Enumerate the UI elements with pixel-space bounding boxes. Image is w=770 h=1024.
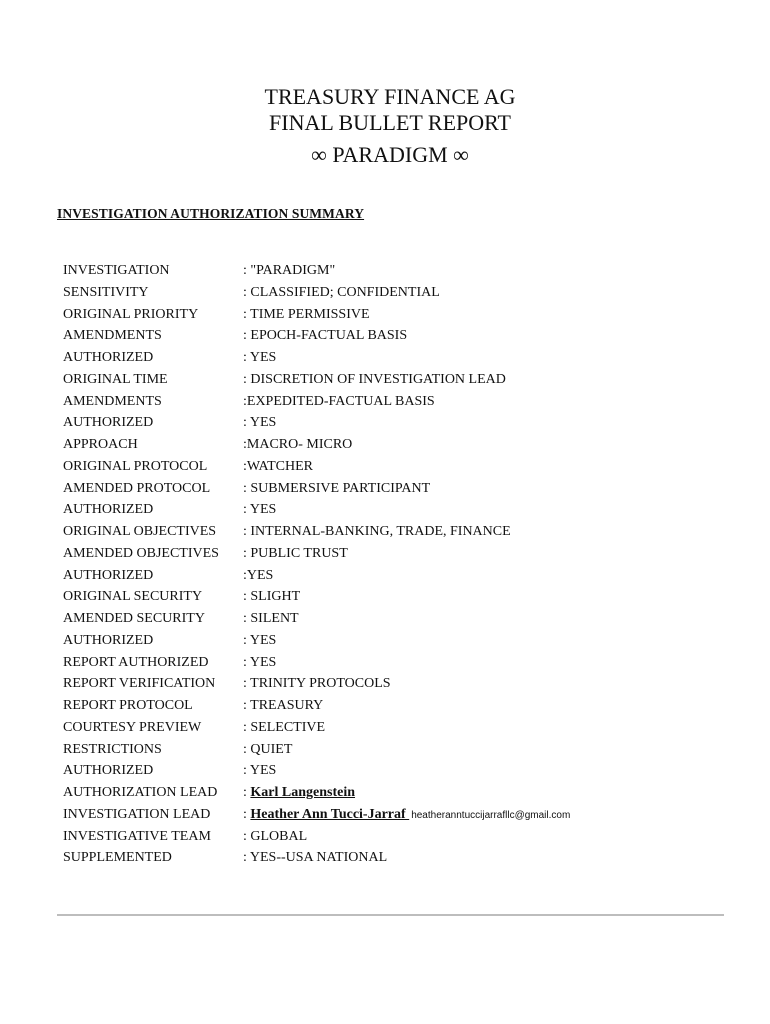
report-codename-title: ∞ PARADIGM ∞ bbox=[311, 142, 469, 167]
row-value: : INTERNAL-BANKING, TRADE, FINANCE bbox=[243, 524, 511, 539]
row-label: APPROACH bbox=[63, 437, 138, 452]
summary-row bbox=[63, 565, 743, 587]
row-value: : TRINITY PROTOCOLS bbox=[243, 676, 391, 692]
row-value: : "PARADIGM" bbox=[243, 263, 336, 278]
row-label: ORIGINAL OBJECTIVES bbox=[63, 524, 217, 539]
summary-row bbox=[63, 282, 743, 304]
row-label: REPORT PROTOCOL bbox=[63, 698, 193, 713]
summary-row bbox=[63, 673, 743, 695]
row-value: : SUBMERSIVE PARTICIPANT bbox=[243, 480, 431, 496]
row-label: RESTRICTIONS bbox=[63, 741, 162, 757]
summary-row bbox=[63, 652, 743, 674]
row-label: AUTHORIZED bbox=[63, 763, 154, 779]
summary-row bbox=[63, 304, 743, 326]
row-value: : TREASURY bbox=[243, 698, 324, 713]
row-value: : SELECTIVE bbox=[243, 719, 326, 735]
summary-row bbox=[63, 630, 743, 652]
row-label: INVESTIGATION LEAD bbox=[63, 806, 211, 822]
row-value: : YES bbox=[243, 632, 277, 648]
summary-row bbox=[63, 739, 743, 761]
summary-row bbox=[63, 456, 743, 478]
row-label: ORIGINAL PROTOCOL bbox=[63, 458, 208, 474]
row-value: :WATCHER bbox=[243, 458, 313, 474]
row-label: ORIGINAL TIME bbox=[63, 371, 168, 387]
authorization-lead-row bbox=[63, 782, 743, 804]
summary-row bbox=[63, 434, 743, 456]
row-label: INVESTIGATION bbox=[63, 263, 170, 278]
summary-row bbox=[63, 412, 743, 434]
row-label: REPORT VERIFICATION bbox=[63, 676, 216, 692]
row-value: :EXPEDITED-FACTUAL BASIS bbox=[243, 393, 435, 409]
summary-row bbox=[63, 260, 743, 282]
row-label: AMENDED OBJECTIVES bbox=[63, 545, 219, 561]
row-label: REPORT AUTHORIZED bbox=[63, 654, 209, 670]
row-label: AUTHORIZED bbox=[63, 567, 154, 583]
row-label: AMENDED SECURITY bbox=[63, 611, 205, 626]
row-value: : YES bbox=[243, 654, 277, 670]
summary-row bbox=[63, 717, 743, 739]
row-label: SENSITIVITY bbox=[63, 284, 149, 300]
investigation-lead-email[interactable]: heatheranntuccijarrafllc@gmail.com bbox=[411, 809, 571, 821]
row-value: : YES--USA NATIONAL bbox=[243, 850, 388, 866]
page-divider bbox=[57, 914, 724, 916]
summary-row bbox=[63, 347, 743, 369]
row-value: : PUBLIC TRUST bbox=[243, 545, 348, 561]
row-label: AUTHORIZED bbox=[63, 350, 154, 365]
row-value: : DISCRETION OF INVESTIGATION LEAD bbox=[243, 371, 506, 387]
row-label: AMENDMENTS bbox=[63, 328, 162, 344]
row-label: AMENDMENTS bbox=[63, 393, 162, 409]
row-label: AUTHORIZED bbox=[63, 632, 154, 648]
row-value: : CLASSIFIED; CONFIDENTIAL bbox=[243, 284, 440, 300]
summary-row bbox=[63, 391, 743, 413]
row-label: AUTHORIZED bbox=[63, 415, 154, 431]
row-value: : YES bbox=[243, 502, 277, 518]
summary-row bbox=[63, 369, 743, 391]
summary-row bbox=[63, 586, 743, 608]
row-value: : EPOCH-FACTUAL BASIS bbox=[243, 328, 408, 344]
summary-row bbox=[63, 478, 743, 500]
investigation-lead-row bbox=[63, 804, 743, 826]
summary-row bbox=[63, 760, 743, 782]
row-label: INVESTIGATIVE TEAM bbox=[63, 828, 211, 844]
report-org-title: TREASURY FINANCE AG bbox=[264, 84, 516, 109]
summary-row bbox=[63, 543, 743, 565]
value-prefix: : bbox=[243, 785, 251, 800]
summary-row bbox=[63, 325, 743, 347]
authorization-lead-name: Karl Langenstein bbox=[250, 785, 356, 800]
row-label: SUPPLEMENTED bbox=[63, 850, 172, 866]
row-value: : YES bbox=[243, 350, 277, 365]
row-value: : TIME PERMISSIVE bbox=[243, 306, 370, 322]
authorization-summary-list bbox=[63, 260, 743, 869]
row-label: COURTESY PREVIEW bbox=[63, 719, 202, 735]
row-value: : YES bbox=[243, 763, 277, 779]
row-value: : SLIGHT bbox=[243, 589, 301, 605]
row-value: :YES bbox=[243, 567, 274, 583]
summary-row bbox=[63, 847, 743, 869]
summary-row bbox=[63, 608, 743, 630]
row-value bbox=[243, 804, 570, 827]
row-value: :MACRO- MICRO bbox=[243, 437, 353, 452]
summary-row bbox=[63, 695, 743, 717]
report-title-block bbox=[0, 84, 770, 168]
row-label: AUTHORIZED bbox=[63, 502, 154, 518]
row-value: : SILENT bbox=[243, 611, 299, 626]
investigation-lead-name: Heather Ann Tucci-Jarraf bbox=[250, 806, 410, 822]
report-type-title: FINAL BULLET REPORT bbox=[269, 110, 511, 135]
summary-row bbox=[63, 499, 743, 521]
row-label: ORIGINAL PRIORITY bbox=[63, 306, 199, 322]
row-label: ORIGINAL SECURITY bbox=[63, 589, 203, 605]
row-value bbox=[243, 782, 355, 804]
section-heading: INVESTIGATION AUTHORIZATION SUMMARY bbox=[57, 206, 365, 221]
summary-row bbox=[63, 521, 743, 543]
value-prefix: : bbox=[243, 806, 251, 822]
row-value: : QUIET bbox=[243, 741, 293, 757]
row-label: AMENDED PROTOCOL bbox=[63, 480, 211, 496]
row-value: : YES bbox=[243, 415, 277, 431]
row-value: : GLOBAL bbox=[243, 828, 308, 844]
row-label: AUTHORIZATION LEAD bbox=[63, 785, 218, 800]
summary-row bbox=[63, 826, 743, 848]
